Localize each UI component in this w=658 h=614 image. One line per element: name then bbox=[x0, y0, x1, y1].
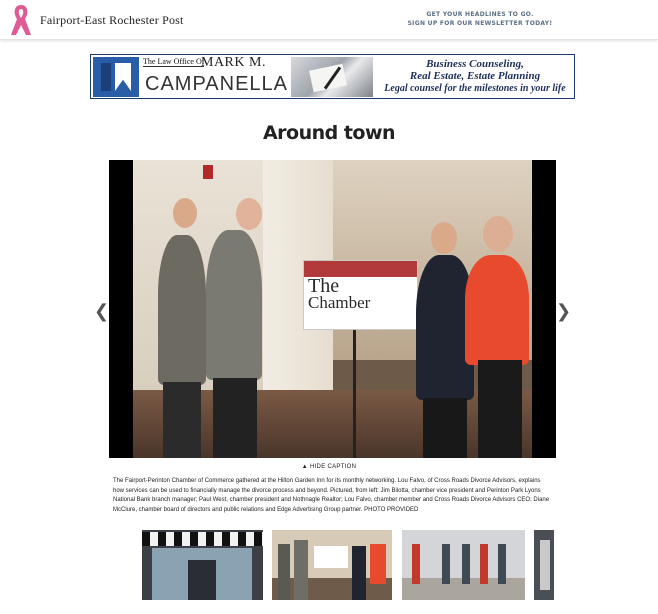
thumb-chamber-group[interactable] bbox=[272, 530, 392, 600]
ad-line-2: Real Estate, Estate Planning bbox=[409, 70, 541, 82]
thumb-networking-room[interactable] bbox=[402, 530, 525, 600]
chevron-left-icon[interactable]: ❮ bbox=[94, 301, 110, 322]
photo-gallery[interactable] bbox=[109, 160, 556, 458]
law-office-logo bbox=[93, 57, 139, 97]
pink-ribbon-icon[interactable] bbox=[8, 3, 34, 37]
photo-caption: The Fairport-Perinton Chamber of Commerce gathered at the Hilton Garden Inn for its monthly networking. Lou Falvo, of Cross Roads Divorce Advisors, explains how services can be used to financially manage the divorce process and beyond. Pictured, from left: Jim Bilotta, chamber vice president and Perinton Park Lyons National Bank branch manager; Paul West, chamber president and Nothnagle Realtor; Lou Falvo, chamber member and Cross Roads Divorce Advisors CEO; Diane McClure, chamber board of directors and public relations and Edge Advertising Group partner. PHOTO PROVIDED bbox=[113, 478, 550, 513]
newsletter-line-2[interactable]: SIGN UP FOR OUR NEWSLETTER TODAY! bbox=[407, 20, 553, 27]
hide-caption-button[interactable]: ▲ HIDE CAPTION bbox=[301, 464, 357, 470]
person-4 bbox=[465, 255, 529, 365]
ad-law-office-label: The Law Office Of bbox=[143, 57, 205, 66]
newsletter-signup-link[interactable] bbox=[405, 10, 555, 28]
thumbnail-strip bbox=[142, 530, 554, 600]
chamber-sign bbox=[303, 260, 418, 330]
ad-signing-photo bbox=[291, 57, 373, 97]
ad-first-name: MARK M. bbox=[201, 55, 266, 70]
site-brand[interactable]: Fairport-East Rochester Post bbox=[40, 13, 184, 27]
ad-copy bbox=[379, 57, 571, 97]
ad-line-3: Legal counsel for the milestones in your life bbox=[384, 83, 566, 94]
person-2 bbox=[206, 230, 262, 380]
sign-line-2: Chamber bbox=[308, 293, 371, 312]
ad-last-name: CAMPANELLA bbox=[145, 73, 289, 95]
person-1 bbox=[158, 235, 206, 385]
sign-line-1: The bbox=[308, 275, 340, 297]
chevron-right-icon[interactable]: ❯ bbox=[556, 301, 572, 322]
gallery-main-photo bbox=[133, 160, 532, 458]
ad-banner[interactable] bbox=[90, 54, 575, 99]
ad-line-1: Business Counseling, bbox=[426, 58, 524, 70]
fire-alarm bbox=[203, 165, 213, 179]
newsletter-line-1[interactable]: GET YOUR HEADLINES TO GO. bbox=[426, 11, 534, 18]
easel bbox=[353, 330, 356, 458]
thumb-partial[interactable] bbox=[534, 530, 554, 600]
thumb-storefront[interactable] bbox=[142, 530, 263, 600]
ad-law-office-name bbox=[143, 57, 291, 97]
site-header bbox=[0, 0, 658, 40]
page-title: Around town bbox=[262, 122, 396, 144]
